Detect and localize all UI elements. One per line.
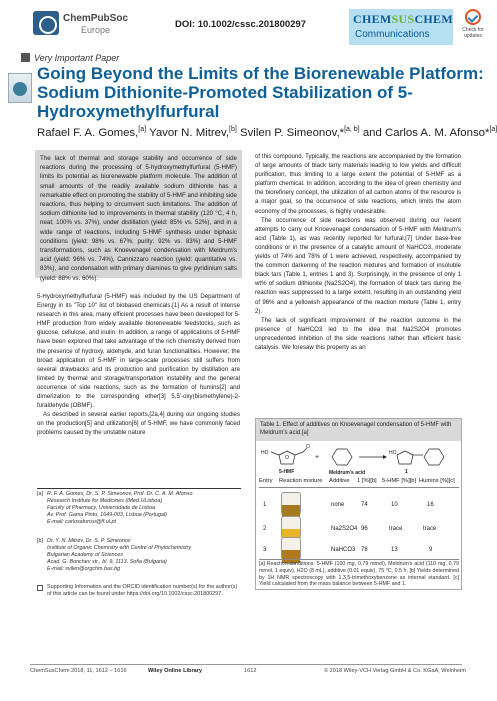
meldrum-structure [332,449,352,465]
table-header-cell: 5-HMF [%][b] [382,478,417,484]
footnote-line: Bulgarian Academy of Sciences [47,551,123,558]
table-1 [255,418,462,590]
table-header-cell: Reaction mixture [279,478,323,484]
footer-citation: ChemSusChem 2018, 11, 1612 – 1616 [30,668,127,674]
article-type: Communications [355,29,430,40]
journal-name-part: CHEM [414,12,453,26]
journal-banner [349,9,453,45]
vip-label [21,53,119,63]
body-paragraph: 5-Hydroxymethylfurfural (5-HMF) was included by the US Department of Energy in its "Top 10" list of biobased chemicals.[1] As a result of intense research in this area, many efficient processes have been developed for 5-HMF production from widely available biorenewable feedstocks, such as glucose, cellulose, and inulin. In addition, a range of applications of 5-HMF have been explored that take advantage of the rich chemistry derived from the presence of hydroxy, aldehyde, and furan functionalities. However, the broad application of 5-HMF in large-scale processes still suffers from several drawbacks and its production and purification by distillation are limited by thermal and storage/transportation instability and the general occurrence of side reactions, such as the formation of humins[2] and dimerization to the corresponding ether[3] 5,5'-oxy(bismethylene)-2-furaldehyde (OBMF). [37,293,240,410]
author-affiliation: [a] [489,126,497,133]
footnote-divider [37,488,241,489]
body-paragraph: The occurrence of side reactions was observed during our recent attempts to carry out Knoevenagel condensation of 5-HMF with Meldrum's acid (Table 1), as was recently reported for furfural.[7] Under base-free conditions or in the presence of a catalytic amount of NaHCO3, moderate yields of 74% and 78% of 1 were achieved, respectively, accompanied by the common darkening of the reaction mixtures and formation of insoluble black tars (Table 1, entries 1 and 3). Surprisingly, in the presence of only 1 wt% of sodium dithionite (Na2S2O4), the formation of black tars during the reaction was suppressed to a large extent, resulting in an outstanding yield of 96% and a yellowish appearance of the reaction mixture (Table 1, entry 2). [255,216,461,315]
publisher-region: Europe [81,25,111,35]
doi-link[interactable]: DOI: 10.1002/cssc.201800297 [175,19,306,30]
table-cell-entry: 1 [263,502,267,508]
footnote-line: R. F. A. Gomes, Dr. S. P. Simeonov, Prof. Dr. C. A. M. Afonso [47,491,193,497]
table-cell-hmf: trace [389,526,403,532]
author-name: and Carlos A. M. Afonso* [362,126,490,139]
publisher-name: ChemPubSoc [63,13,129,24]
hmf-structure [271,448,307,464]
footnote-line: Institute of Organic Chemistry with Centre of Phytochemistry [47,544,192,551]
table-cell-humins: 9 [429,547,433,553]
footnote-body [47,491,241,526]
table-divider [259,559,459,560]
footnote-line: Faculty of Pharmacy, Universidade de Lisboa [47,504,156,511]
table-header-row [259,478,459,487]
author-name: Yavor N. Mitrev, [149,126,230,139]
check-for-updates-label [457,27,489,39]
vip-text: Very Important Paper [34,53,120,63]
author-affiliation: [b] [229,126,237,133]
scheme-label-meldrum: Meldrum's acid [329,470,366,476]
reaction-scheme [259,443,459,477]
bond-line [295,452,303,455]
body-paragraph: The lack of significant improvement of the reaction outcome in the presence of NaHCO3 led to the idea that Na2S2O4 promotes unprecedented inhibition of the side reactions rather than efficient basic catalysis. We foresaw this property as an [255,316,461,351]
table-cell-additive: Na2S2O4 [331,526,358,532]
article-title: Going Beyond the Limits of the Biorenewable Platform: Sodium Dithionite-Promoted Stabilization of 5-Hydroxymethylfurfural [37,64,484,121]
table-cell-entry: 3 [263,547,267,553]
footnote-email[interactable]: E-mail: svilen@orgchm.bas.bg [47,565,121,572]
journal-name-part: CHEM [353,12,392,26]
table-cell-hmf: 13 [391,547,398,553]
footnote-line: Av. Prof. Gama Pinto, 1649-003, Lisboa (Portugal) [47,511,167,518]
scheme-atom-label: HO [261,450,269,456]
check-for-updates-icon [465,9,481,25]
table-cell-humins: 16 [427,502,434,508]
reaction-arrowhead [383,455,387,459]
table-header-cell: Humins [%][c] [419,478,455,484]
supporting-info-footnote [37,584,241,598]
author-name: Rafael F. A. Gomes, [37,126,139,139]
table-cell-product-yield: 74 [361,502,368,508]
footer-copyright: © 2018 Wiley-VCH Verlag GmbH & Co. KGaA, Weinheim [324,668,467,674]
furan-ring [397,451,413,464]
author-list [37,126,497,139]
footnote-line: Research Institute for Medicines (iMed.ULisboa) [47,497,163,504]
right-column [255,152,461,352]
check-label-line: Check for [462,27,484,33]
dioxane-ring [424,449,444,465]
footnote-email[interactable]: E-mail: carlosafonso@ff.ul.pt [47,518,116,525]
table-header-cell: Additive [329,478,350,484]
left-column [37,292,240,438]
body-paragraph: As described in several earlier reports,[2a,4] during our ongoing studies on the production[5] and utilization[6] of 5-HMF, we have commonly faced problems caused by the unstable nature [37,411,240,437]
table-cell-product-yield: 78 [361,547,368,553]
supporting-info-icon [37,585,43,591]
cover-thumbnail-image [13,82,27,96]
table-notes: [a] Reaction conditions: 5-HMF (100 mg, 0.79 mmol), Meldrum's acid (110 mg, 0.79 mmol, 1 equiv), H2O (8 mL), additive (0.01 equiv), 75 °C, 0.5 h. [b] Yields determined by 1H NMR spectroscopy with 1,3,5-trimethoxybenzene as internal standard. [c] Yield calculated from the mass balance between 5-HMF and 1. [259,561,459,588]
affiliation-footnote-a [37,491,241,526]
scheme-label-hmf: 5-HMF [279,469,295,475]
body-paragraph: of this compound. Typically, the reactions are accompanied by the formation of large amounts of black tarry materials leading to low yields and difficult purification, thus limiting to a large extent the potential of 5-HMF as a platform chemical. In addition, according to the idea of green chemistry and the biorefinery concept, the utilization of all carbon atoms of the resource is a major goal, so the occurrence of side reactions, which limits the atom economy of the processes, is highly undesirable. [255,153,461,215]
scheme-label-product: 1 [405,469,408,475]
chempubsoc-logo[interactable] [33,9,173,39]
table-header-cell: Entry [259,478,273,484]
scheme-atom-label: O [306,444,310,450]
journal-name-part: SUS [391,12,415,26]
footer-wiley-link[interactable]: Wiley Online Library [148,668,203,674]
table-cell-product-yield: 96 [361,526,368,532]
bond-line [271,452,279,455]
footer-page-number: 1612 [244,668,257,674]
chempubsoc-logo-icon [33,11,59,35]
supporting-info-text[interactable]: Supporting Information and the ORCID identification number(s) for the author(s) of this article can be found under https://doi.org/10.1002/cssc.201800297. [47,584,238,597]
cover-thumbnail[interactable] [8,73,32,103]
affiliation-footnote-b [37,538,241,573]
table-cell-humins: trace [423,526,437,532]
dioxane-ring [332,449,352,465]
footnote-label: [a] [37,491,43,497]
table-header-cell: 1 [%][b] [357,478,377,484]
journal-name [353,12,453,27]
scheme-atom-label: O [285,455,289,461]
footnote-label: [b] [37,538,43,544]
check-for-updates-button[interactable] [457,9,489,45]
table-cell-entry: 2 [263,526,267,532]
author-affiliation: [a, b] [344,126,360,133]
footnote-line: Dr. Y. N. Mitrev, Dr. S. P. Simeonov [47,538,131,544]
footnote-line: Acad. G. Bonchev str., bl. 9, 1113, Sofia (Bulgaria) [47,558,167,565]
product-structure [397,449,444,465]
footnote-body [47,538,241,573]
table-divider [259,487,459,488]
scheme-atom-label: HO [389,450,397,456]
table-cell-additive: none [331,502,345,508]
vip-icon [21,53,30,62]
abstract: The lack of thermal and storage stability and occurrence of side reactions during the processing of 5-hydroxymethylfurfural (5-HMF) limits its potential as biorenewable platform molecule. The addition of small amounts of the readily available sodium dithionite has a remarkable effect on promoting the stability of 5-HMF and inhibiting side reactions, thus helping to circumvent such limitations. The addition of sodium dithionite led to improvements in thermal stability (120 °C, 4 h, neat; 100% vs. 37%), under distillation (yield: 85% vs. 52%), and in a wide range of reactions, including 5-HMF synthesis under biphasic conditions (yield: 98% vs. 67%; purity: 92% vs. 83%) and 5-HMF transformations, such as Knoevenagel condensation with Meldrum's acid (yield: 96% vs. 74%), Cannizzaro reaction (yield: quantitative vs. 83%), and condensation with primary diamines to give pyridinium salts (yield: 88% vs. 60%). [35,150,242,278]
table-cell-additive: NaHCO3 [331,547,356,553]
footer-divider [30,664,462,665]
scheme-plus-sign: + [315,454,320,461]
table-caption: Table 1. Effect of additives on Knoevenagel condensation of 5-HMF with Meldrum's acid.[a] [256,419,461,441]
check-label-line: updates [464,33,482,39]
author-affiliation: [a] [138,126,147,133]
author-name: Svilen P. Simeonov,* [240,126,345,139]
table-cell-hmf: 10 [391,502,398,508]
